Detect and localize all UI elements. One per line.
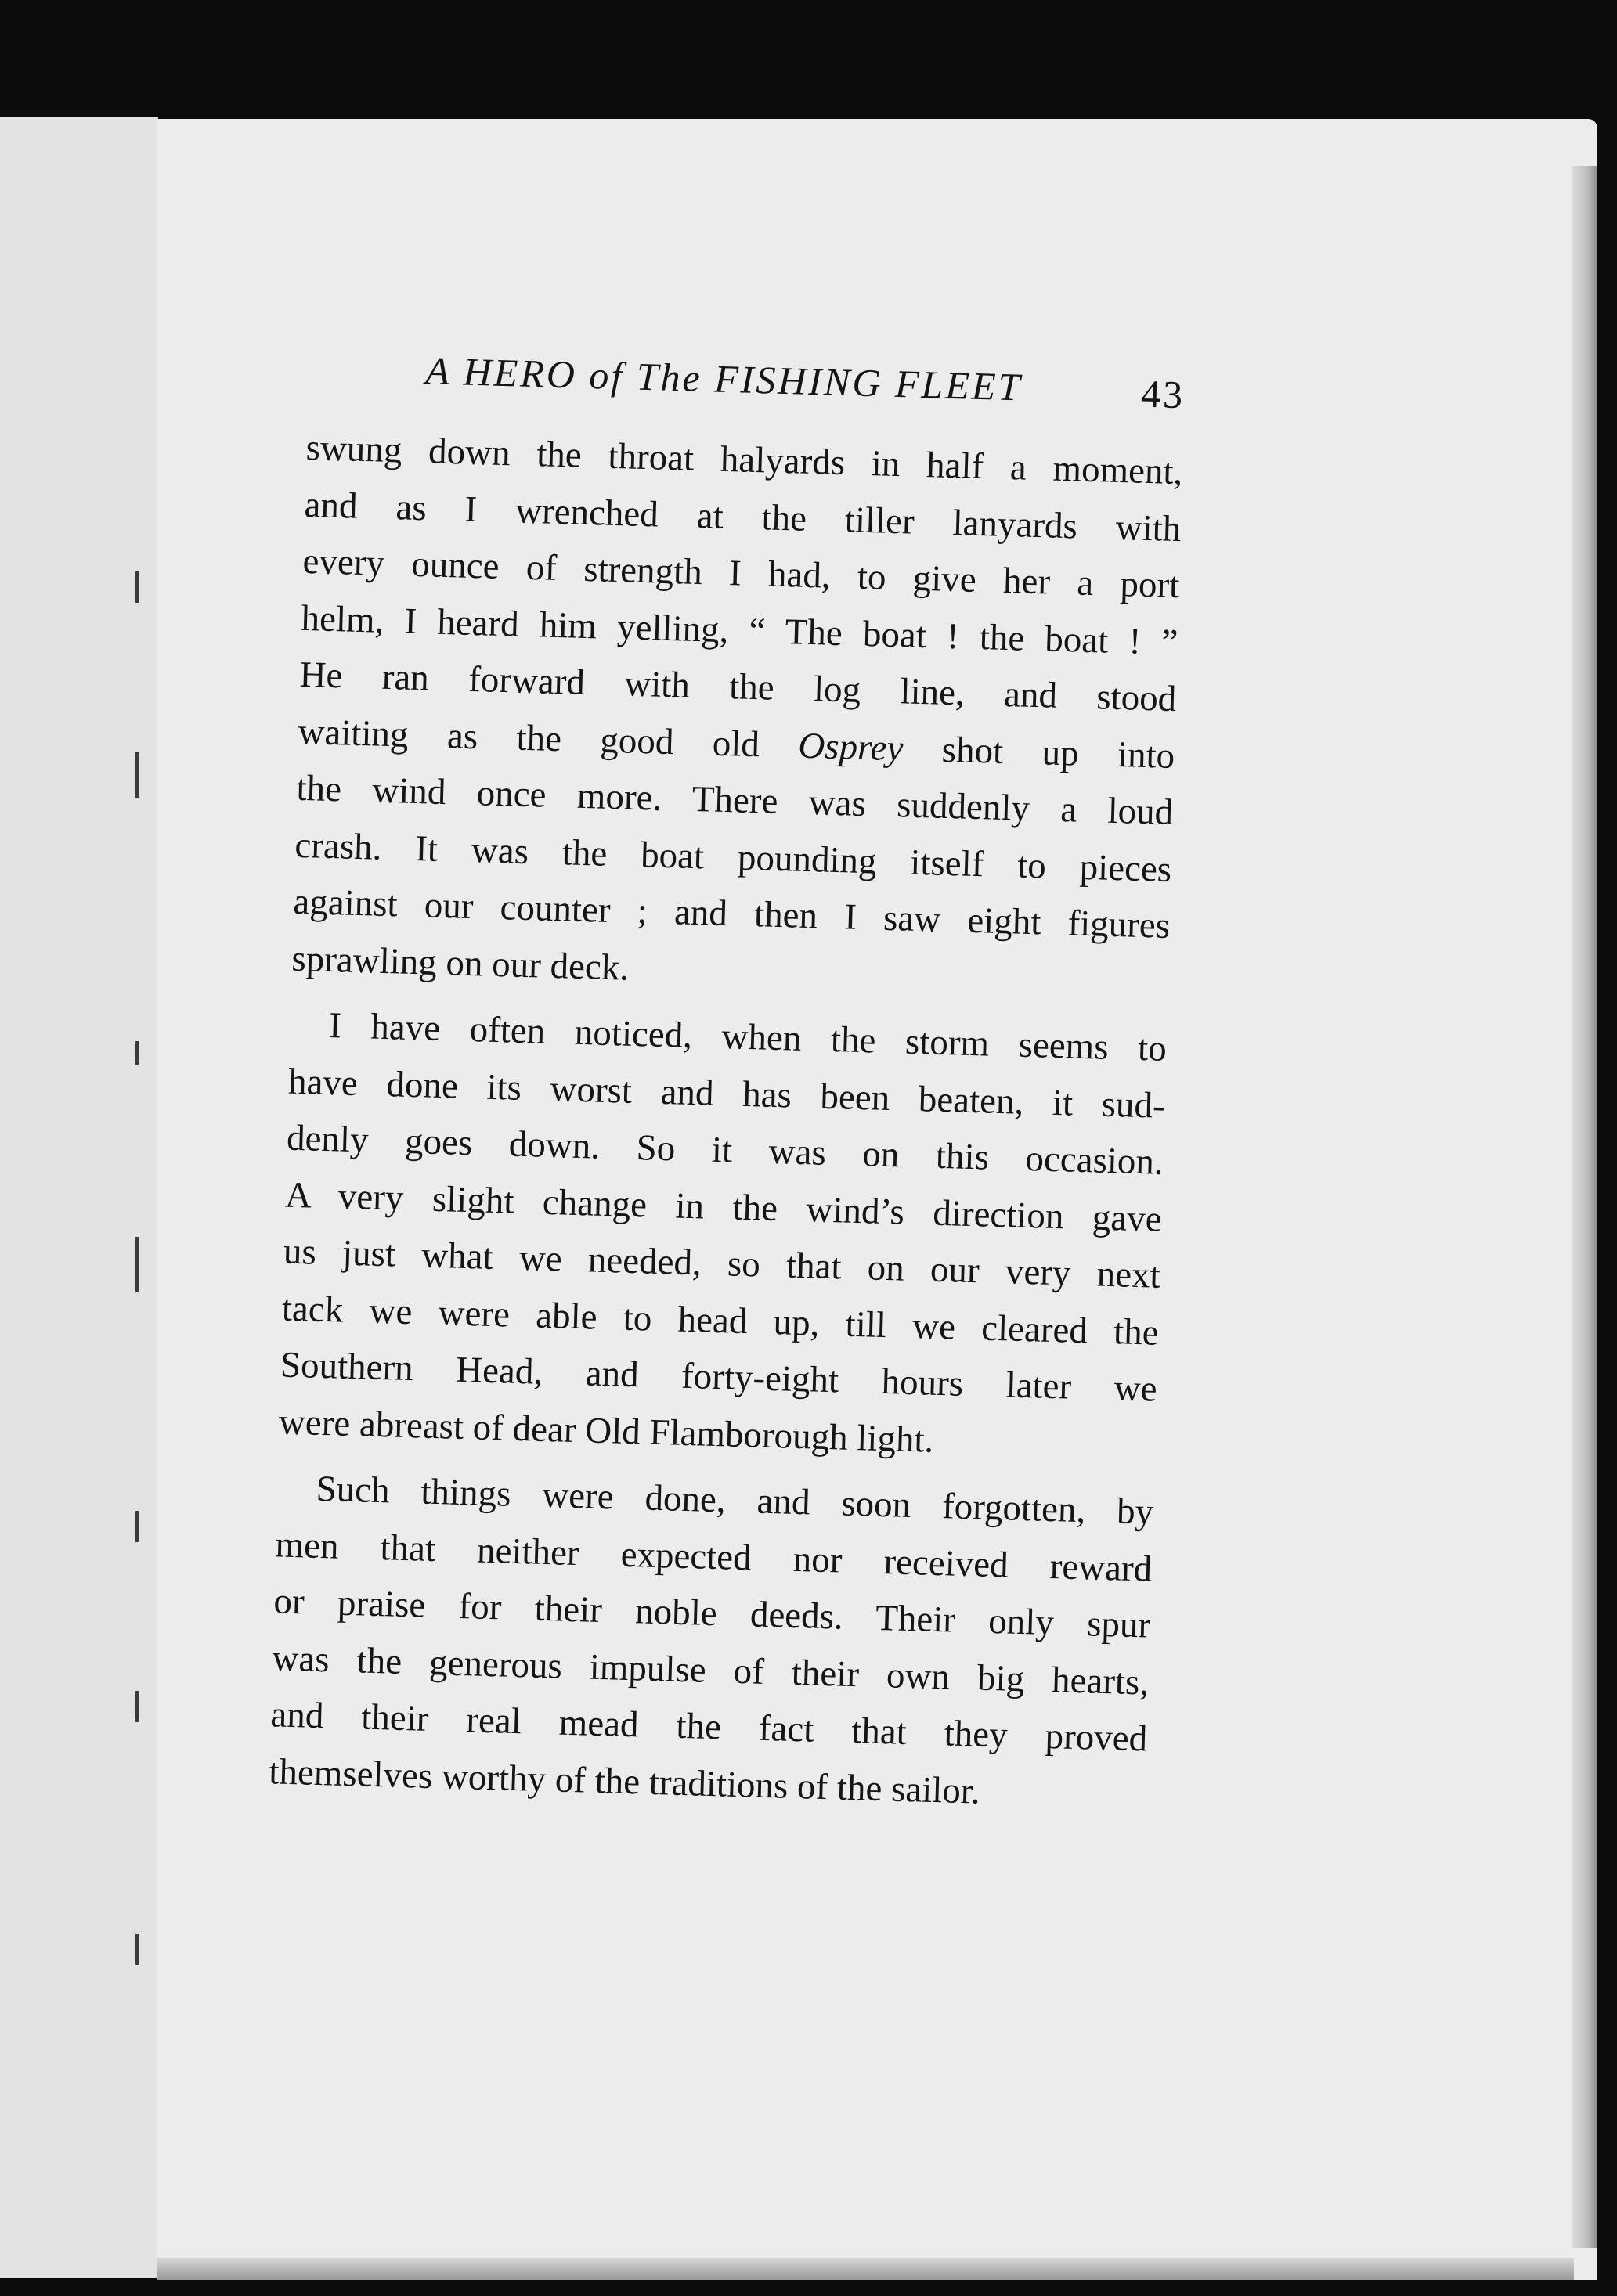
text-line: swung down the throat halyards in half a moment, [305, 427, 1184, 493]
gutter-shadow-marks [125, 133, 149, 2247]
paragraph [269, 1459, 1155, 1824]
text-line: was the generous impulse of their own big hearts, [271, 1637, 1150, 1703]
text-line: tack we were able to head up, till we cleared the [281, 1288, 1160, 1353]
gutter-mark [135, 1511, 139, 1542]
text-line: were abreast of dear Old Flamborough light. [278, 1400, 935, 1461]
gutter-mark [135, 1691, 139, 1722]
page-text-block [268, 329, 1186, 1834]
text-line: Such things were done, and soon forgotten, by [315, 1468, 1154, 1533]
text-line: have done its worst and has been beaten, it sud- [287, 1061, 1166, 1126]
gutter-mark [135, 1237, 139, 1292]
text-line: every ounce of strength I had, to give her a port [301, 540, 1180, 607]
text-line: denly goes down. So it was on this occasion. [286, 1117, 1164, 1183]
text-line: men that neither expected nor received reward [274, 1523, 1153, 1590]
text-line: themselves worthy of the traditions of the sailor. [268, 1750, 981, 1812]
text-line: He ran forward with the log line, and stood [298, 654, 1177, 720]
ship-name: Osprey [797, 725, 904, 769]
text-line: or praise for their noble deeds. Their only spur [273, 1581, 1151, 1646]
text-line: A very slight change in the wind’s direction gave [284, 1174, 1163, 1240]
running-head-title: A HERO of The FISHING FLEET [424, 348, 1023, 409]
text-line: against our counter ; and then I saw eight figures [292, 881, 1171, 946]
text-line: and their real mead the fact that they proved [269, 1694, 1148, 1760]
page-bottom-edge [157, 2258, 1574, 2280]
text-line: Southern Head, and forty-eight hours later we [280, 1344, 1158, 1410]
gutter-mark [135, 1934, 139, 1965]
page-fore-edge [1572, 166, 1597, 2248]
gutter-mark [135, 571, 139, 603]
text-line: I have often noticed, when the storm seems to [328, 1005, 1168, 1069]
text-line: us just what we needed, so that on our very next [283, 1231, 1161, 1296]
paragraph [278, 997, 1168, 1475]
text-line: helm, I heard him yelling, “ The boat ! the boat ! ” [300, 597, 1178, 663]
text-line: the wind once more. There was suddenly a loud [295, 767, 1174, 834]
paragraph [291, 420, 1184, 1011]
text-line: sprawling on our deck. [291, 938, 630, 989]
gutter-mark [135, 1041, 139, 1065]
gutter-mark [135, 752, 139, 798]
text-line: and as I wrenched at the tiller lanyards with [304, 484, 1182, 550]
text-line: crash. It was the boat pounding itself to pieces [294, 824, 1172, 890]
text-line: waiting as the good old Osprey shot up into [297, 711, 1175, 777]
body-text [269, 420, 1184, 1825]
page-number: 43 [1140, 371, 1186, 417]
